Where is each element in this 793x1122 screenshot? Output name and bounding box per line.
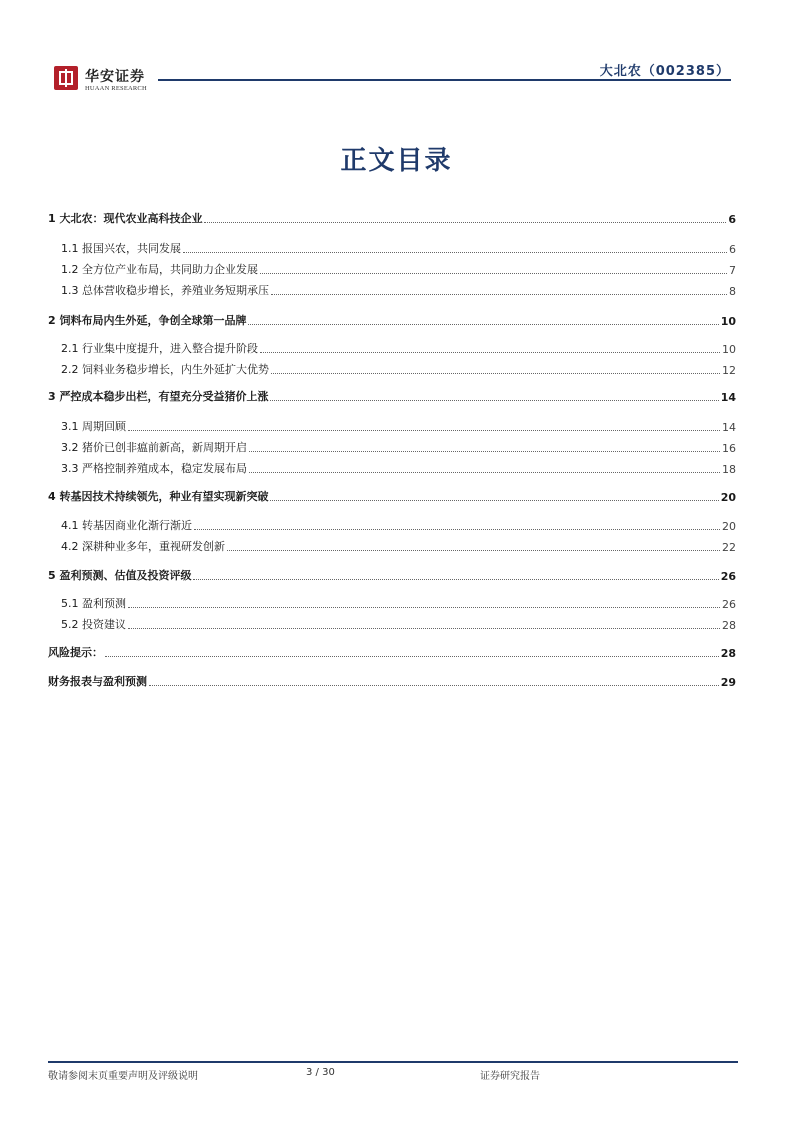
toc-entry[interactable]: [48, 642, 736, 660]
toc-leader-dots: [248, 324, 718, 325]
toc-entry-label: 4.2 深耕种业多年，重视研发创新: [61, 540, 225, 553]
toc-entry[interactable]: [61, 536, 736, 554]
toc-entry-label: 1 大北农：现代农业高科技企业: [48, 212, 203, 225]
toc-leader-dots: [128, 628, 720, 629]
page-indicator: 3 / 30: [306, 1067, 335, 1078]
toc-entry-label: 4.1 转基因商业化渐行渐近: [61, 519, 192, 532]
toc-entry-page: 8: [729, 285, 736, 298]
toc-leader-dots: [128, 430, 720, 431]
toc-entry[interactable]: [48, 310, 736, 328]
toc-entry-label: 4 转基因技术持续领先，种业有望实现新突破: [48, 490, 269, 503]
toc-entry[interactable]: [61, 259, 736, 277]
toc-entry-label: 1.1 报国兴农，共同发展: [61, 242, 181, 255]
toc-leader-dots: [204, 222, 726, 223]
toc-entry-page: 14: [722, 421, 736, 434]
toc-entry[interactable]: [48, 671, 736, 689]
toc-entry-page: 28: [722, 619, 736, 632]
brand-logo: [54, 66, 154, 96]
header-company: 大北农（002385）: [599, 64, 730, 79]
toc-entry-page: 26: [722, 598, 736, 611]
toc-entry[interactable]: [61, 437, 736, 455]
toc-leader-dots: [128, 607, 720, 608]
toc-entry[interactable]: [61, 238, 736, 256]
header-divider: [158, 79, 731, 81]
toc-entry-page: 20: [722, 520, 736, 533]
toc-leader-dots: [271, 373, 720, 374]
toc-entry-page: 20: [720, 491, 736, 504]
toc-entry-page: 10: [720, 315, 736, 328]
toc-entry[interactable]: [48, 486, 736, 504]
toc-entry-label: 2.1 行业集中度提升，进入整合提升阶段: [61, 342, 258, 355]
toc-entry[interactable]: [61, 515, 736, 533]
toc-leader-dots: [193, 579, 718, 580]
toc-entry-page: 12: [722, 364, 736, 377]
toc-entry-label: 3.1 周期回顾: [61, 420, 126, 433]
page-title: 正文目录: [340, 146, 453, 176]
toc-leader-dots: [270, 400, 718, 401]
toc-entry-label: 财务报表与盈利预测: [48, 675, 147, 688]
toc-leader-dots: [260, 273, 727, 274]
toc-entry[interactable]: [61, 338, 736, 356]
toc-leader-dots: [227, 550, 720, 551]
toc-entry-label: 2.2 饲料业务稳步增长，内生外延扩大优势: [61, 363, 269, 376]
toc-entry[interactable]: [61, 359, 736, 377]
toc-entry[interactable]: [61, 416, 736, 434]
toc-entry-page: 6: [728, 213, 736, 226]
toc-entry-page: 28: [720, 647, 736, 660]
toc-leader-dots: [270, 500, 718, 501]
toc-entry-label: 1.2 全方位产业布局，共同助力企业发展: [61, 263, 258, 276]
toc-entry-label: 2 饲料布局内生外延，争创全球第一品牌: [48, 314, 247, 327]
toc-entry-label: 3 严控成本稳步出栏，有望充分受益猪价上涨: [48, 390, 269, 403]
toc-entry-page: 29: [720, 676, 736, 689]
toc-leader-dots: [249, 451, 720, 452]
toc-entry[interactable]: [48, 208, 736, 226]
toc-leader-dots: [194, 529, 720, 530]
toc-entry-page: 18: [722, 463, 736, 476]
toc-entry[interactable]: [61, 280, 736, 298]
toc-entry-label: 3.2 猪价已创非瘟前新高，新周期开启: [61, 441, 247, 454]
toc-entry-page: 7: [729, 264, 736, 277]
logo-mark-icon: [54, 66, 78, 90]
toc-leader-dots: [183, 252, 727, 253]
toc-entry-label: 1.3 总体营收稳步增长，养殖业务短期承压: [61, 284, 269, 297]
toc-entry-label: 5 盈利预测、估值及投资评级: [48, 569, 192, 582]
report-type: 证券研究报告: [480, 1071, 540, 1082]
toc-entry-page: 22: [722, 541, 736, 554]
footer-disclaimer: 敬请参阅末页重要声明及评级说明: [48, 1071, 198, 1082]
toc-entry-label: 5.1 盈利预测: [61, 597, 126, 610]
toc-entry-label: 3.3 严格控制养殖成本，稳定发展布局: [61, 462, 247, 475]
toc-entry-page: 26: [720, 570, 736, 583]
toc-entry-label: 5.2 投资建议: [61, 618, 126, 631]
toc-leader-dots: [105, 656, 719, 657]
toc-entry[interactable]: [48, 386, 736, 404]
toc-entry-page: 6: [729, 243, 736, 256]
toc-entry[interactable]: [61, 593, 736, 611]
toc-entry-page: 10: [722, 343, 736, 356]
toc-leader-dots: [271, 294, 727, 295]
toc-entry-label: 风险提示：: [48, 646, 103, 659]
toc-entry[interactable]: [61, 614, 736, 632]
footer-divider: [48, 1061, 738, 1063]
toc-leader-dots: [149, 685, 719, 686]
toc-entry-page: 14: [720, 391, 736, 404]
toc-leader-dots: [260, 352, 720, 353]
toc-entry[interactable]: [48, 565, 736, 583]
brand-name-en: HUAAN RESEARCH: [85, 85, 147, 92]
toc-entry[interactable]: [61, 458, 736, 476]
toc-leader-dots: [249, 472, 720, 473]
brand-name-cn: 华安证券: [85, 69, 145, 85]
toc-entry-page: 16: [722, 442, 736, 455]
